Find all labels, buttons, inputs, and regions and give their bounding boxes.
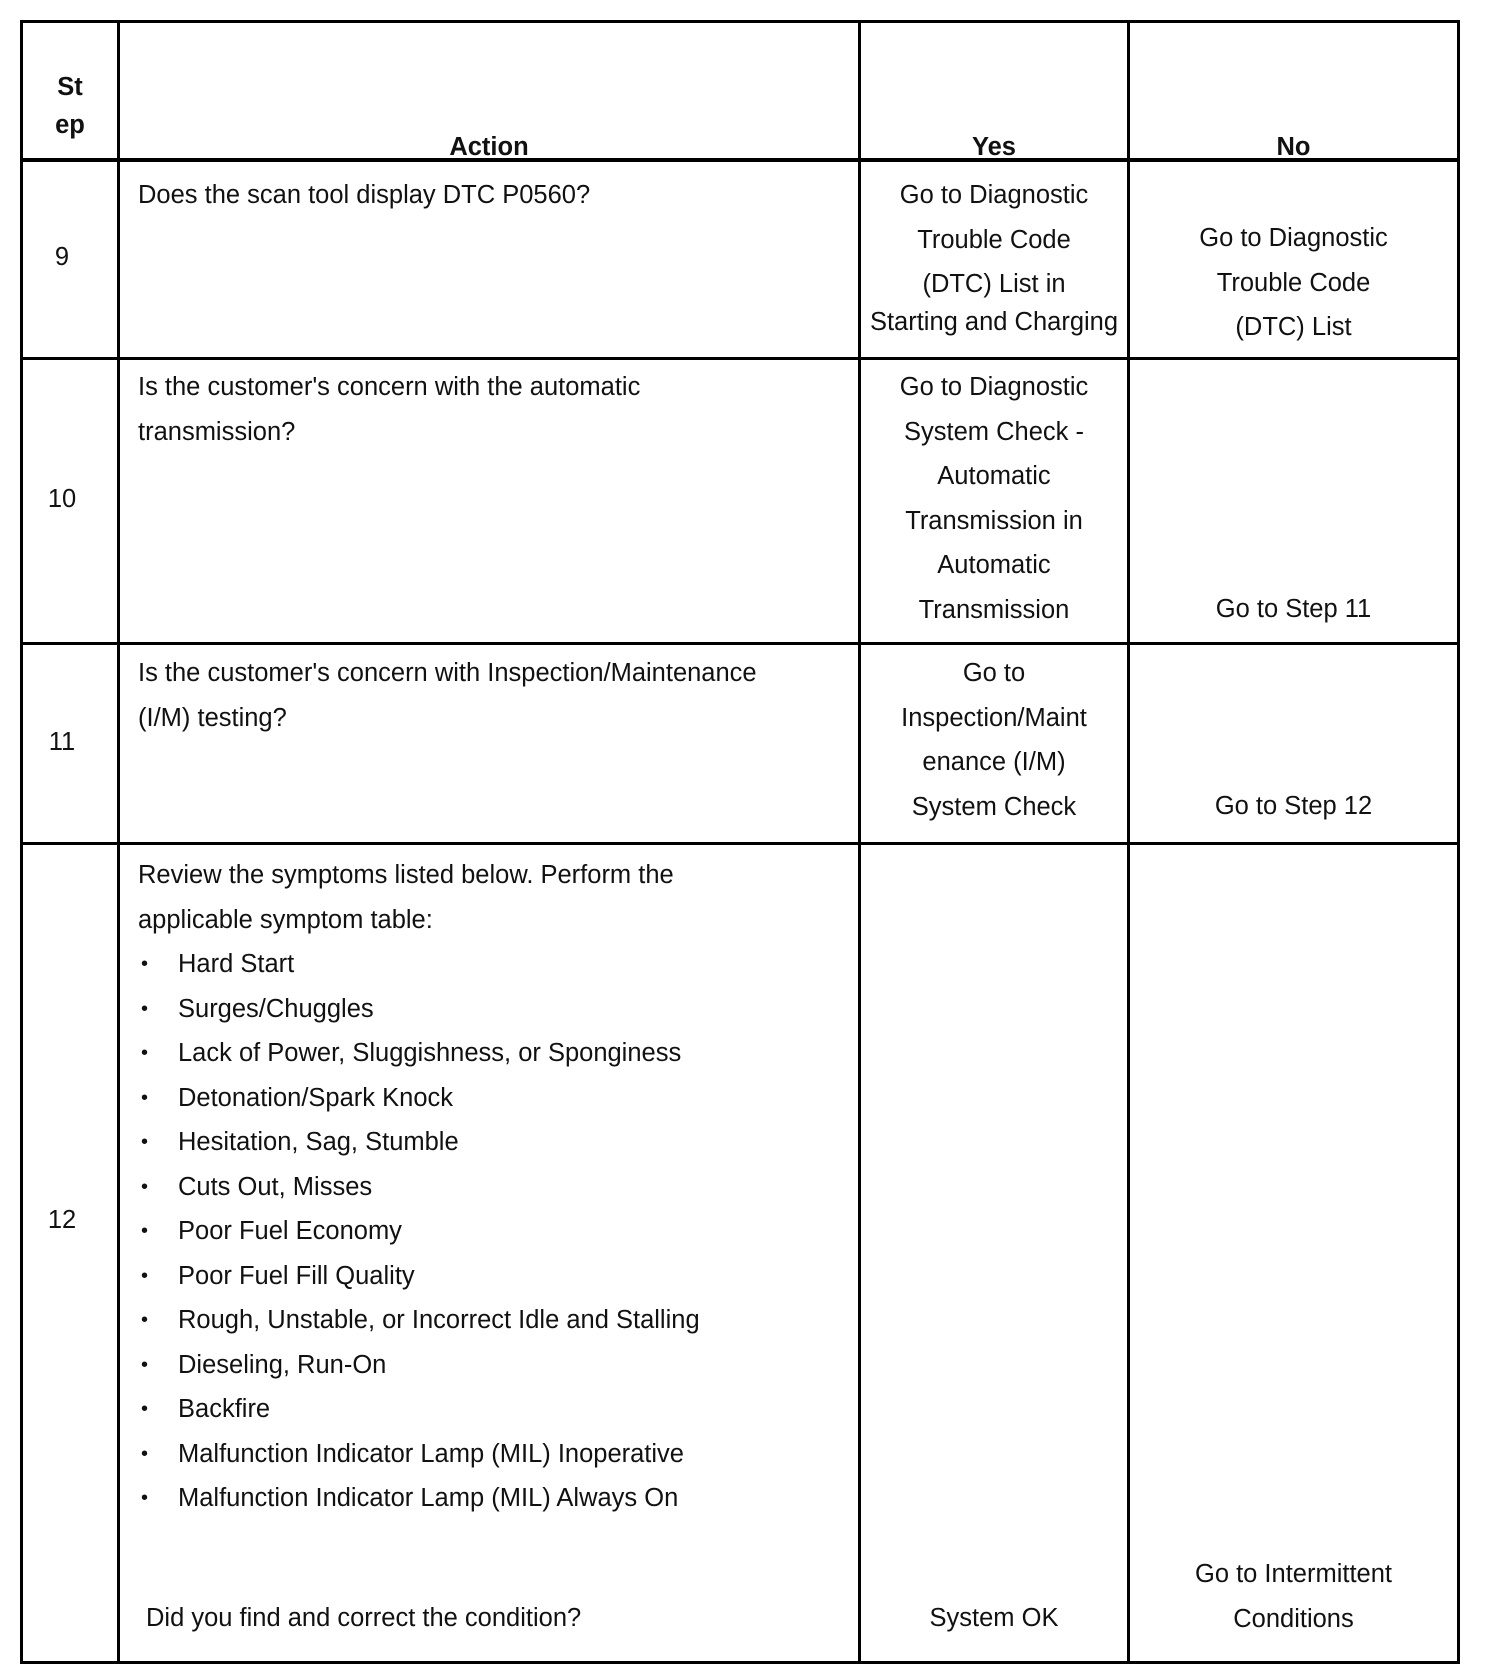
row-divider bbox=[20, 842, 1460, 845]
header-yes: Yes bbox=[972, 133, 1016, 161]
yes-line: Automatic bbox=[937, 462, 1051, 490]
list-item bbox=[138, 1076, 700, 1121]
no-result bbox=[1130, 216, 1457, 350]
symptom-label: Dieseling, Run-On bbox=[178, 1350, 387, 1379]
symptom-label: Surges/Chuggles bbox=[178, 994, 374, 1023]
bullet-icon: • bbox=[141, 953, 149, 975]
symptom-label: Hesitation, Sag, Stumble bbox=[178, 1128, 459, 1156]
diagnostic-table bbox=[20, 20, 1460, 1664]
bullet-icon: • bbox=[141, 1309, 149, 1331]
table-border-bottom bbox=[20, 1661, 1460, 1664]
no-line: Trouble Code bbox=[1216, 268, 1371, 297]
yes-line: Inspection/Maint bbox=[901, 703, 1087, 732]
no-line: Go to Intermittent bbox=[1194, 1560, 1392, 1588]
yes-line: enance (I/M) bbox=[922, 748, 1066, 776]
no-line: (DTC) List bbox=[1235, 313, 1352, 341]
yes-result bbox=[861, 651, 1127, 829]
no-line: Conditions bbox=[1233, 1604, 1354, 1633]
action-text bbox=[138, 651, 757, 740]
symptom-label: Cuts Out, Misses bbox=[178, 1172, 373, 1201]
bullet-icon: • bbox=[141, 997, 149, 1020]
step-number: 11 bbox=[48, 728, 76, 756]
bullet-icon: • bbox=[141, 1086, 149, 1109]
yes-line: System Check bbox=[911, 792, 1077, 821]
action-text bbox=[138, 853, 700, 1521]
table-border-right bbox=[1457, 20, 1460, 1664]
bullet-icon: • bbox=[141, 1175, 149, 1198]
step-number: 12 bbox=[47, 1206, 77, 1234]
header-step-line2: ep bbox=[55, 111, 85, 139]
action-line: transmission? bbox=[138, 417, 296, 446]
no-result bbox=[1130, 1552, 1457, 1641]
action-line: applicable symptom table: bbox=[138, 905, 433, 934]
bullet-icon: • bbox=[141, 1220, 149, 1242]
yes-line: Trouble Code bbox=[917, 225, 1071, 254]
action-line: Review the symptoms listed below. Perform the bbox=[138, 861, 674, 889]
symptom-label: Hard Start bbox=[178, 950, 295, 978]
yes-result bbox=[861, 173, 1127, 337]
yes-line: Starting and Charging bbox=[869, 307, 1119, 336]
column-divider bbox=[117, 20, 120, 1664]
no-result: Go to Step 12 bbox=[1214, 792, 1373, 820]
action-text: Does the scan tool display DTC P0560? bbox=[138, 181, 591, 209]
no-line: Go to Diagnostic bbox=[1199, 224, 1388, 252]
bullet-icon: • bbox=[141, 1353, 149, 1376]
header-no: No bbox=[1276, 133, 1311, 161]
table-border-top bbox=[20, 20, 1460, 23]
no-result: Go to Step 11 bbox=[1215, 595, 1372, 623]
question-text: Did you find and correct the condition? bbox=[146, 1604, 582, 1632]
step-number: 10 bbox=[47, 485, 77, 513]
list-item bbox=[138, 1432, 700, 1477]
yes-line: Transmission bbox=[918, 595, 1070, 624]
header-action: Action bbox=[449, 133, 529, 161]
list-item bbox=[138, 987, 700, 1032]
yes-line: Automatic bbox=[937, 551, 1051, 579]
action-line: Is the customer's concern with Inspection/Maintenance bbox=[138, 659, 757, 687]
symptom-label: Poor Fuel Fill Quality bbox=[178, 1261, 415, 1290]
list-item bbox=[138, 1209, 700, 1254]
bullet-icon: • bbox=[141, 1398, 149, 1420]
yes-line: Transmission in bbox=[905, 506, 1083, 535]
list-item bbox=[138, 1476, 700, 1521]
yes-line: Go to bbox=[962, 659, 1026, 687]
symptom-label: Malfunction Indicator Lamp (MIL) Inoperative bbox=[178, 1439, 684, 1468]
list-item bbox=[138, 1165, 700, 1210]
symptom-list bbox=[138, 942, 700, 1521]
bullet-icon: • bbox=[141, 1131, 149, 1153]
bullet-icon: • bbox=[141, 1487, 149, 1509]
yes-line: Go to Diagnostic bbox=[899, 181, 1089, 209]
header-step bbox=[23, 68, 117, 144]
yes-line: Go to Diagnostic bbox=[899, 373, 1089, 401]
list-item bbox=[138, 1120, 700, 1165]
header-step-line1: St bbox=[57, 73, 83, 101]
action-text bbox=[138, 365, 640, 454]
symptom-label: Lack of Power, Sluggishness, or Sponginess bbox=[178, 1039, 682, 1067]
yes-line: System Check - bbox=[904, 417, 1084, 446]
action-line: Is the customer's concern with the automatic bbox=[138, 373, 641, 401]
row-divider bbox=[20, 357, 1460, 360]
list-item bbox=[138, 1343, 700, 1388]
yes-result: System OK bbox=[929, 1604, 1059, 1632]
list-item bbox=[138, 942, 700, 987]
row-divider bbox=[20, 642, 1460, 645]
symptom-label: Rough, Unstable, or Incorrect Idle and Stalling bbox=[178, 1306, 700, 1334]
yes-line: (DTC) List in bbox=[922, 270, 1066, 298]
step-number: 9 bbox=[54, 243, 70, 271]
bullet-icon: • bbox=[141, 1442, 149, 1465]
action-line: (I/M) testing? bbox=[138, 703, 287, 732]
list-item bbox=[138, 1298, 700, 1343]
symptom-label: Detonation/Spark Knock bbox=[178, 1083, 453, 1112]
list-item bbox=[138, 1254, 700, 1299]
list-item bbox=[138, 1031, 700, 1076]
list-item bbox=[138, 1387, 700, 1432]
symptom-label: Malfunction Indicator Lamp (MIL) Always On bbox=[178, 1484, 679, 1512]
symptom-label: Poor Fuel Economy bbox=[178, 1217, 402, 1245]
bullet-icon: • bbox=[141, 1042, 149, 1064]
symptom-label: Backfire bbox=[178, 1395, 271, 1423]
bullet-icon: • bbox=[141, 1264, 149, 1287]
yes-result bbox=[861, 365, 1127, 632]
